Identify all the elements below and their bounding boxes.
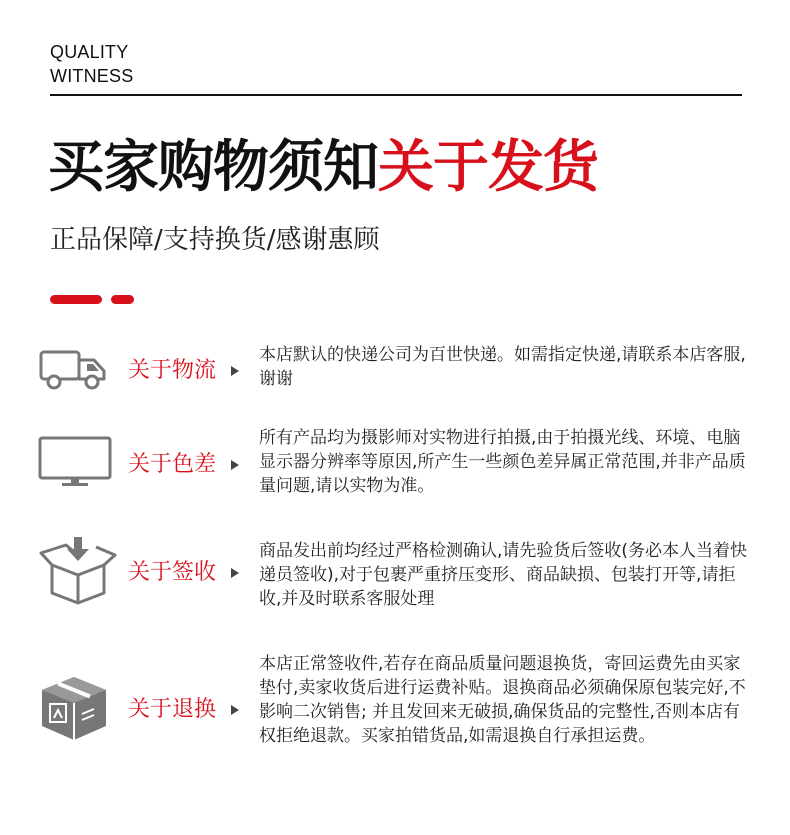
monitor-icon <box>38 436 112 492</box>
open-box-icon <box>38 535 118 609</box>
header-divider <box>50 94 742 96</box>
brand-line-1: QUALITY <box>50 42 129 62</box>
package-icon <box>38 674 110 748</box>
brand-line-2: WITNESS <box>50 66 134 86</box>
notice-text: 所有产品均为摄影师对实物进行拍摄,由于拍摄光线、环境、电脑显示器分辨率等原因,所产生一些颜色差异属正常范围,并非产品质量问题,请以实物为准。 <box>259 428 746 496</box>
page-title-highlight: 关于发货 <box>378 135 598 200</box>
page-title-main: 买家购物须知 <box>48 135 378 200</box>
notice-label: 关于色差 <box>128 452 217 477</box>
accent-bar-short <box>111 295 134 304</box>
notice-text: 本店正常签收件,若存在商品质量问题退换货，寄回运费先由买家垫付,卖家收货后进行运费补贴。退换商品必须确保原包装完好,不影响二次销售; 并且发回来无破损,确保货品的完整性,否则本店有权拒绝退款。买家拍错货品,如需退换自行承担运费。 <box>259 654 746 746</box>
triangle-right-icon <box>231 705 239 715</box>
notice-label: 关于物流 <box>128 358 217 383</box>
notice-label: 关于签收 <box>128 560 217 585</box>
brand-logo <box>50 40 133 88</box>
notice-text: 商品发出前均经过严格检测确认,请先验货后签收(务必本人当着快递员签收),对于包裹严重挤压变形、商品缺损、包装打开等,请拒收,并及时联系客服处理 <box>259 541 748 609</box>
truck-icon <box>38 344 110 396</box>
triangle-right-icon <box>231 460 239 470</box>
page-subtitle: 正品保障/支持换货/感谢惠顾 <box>50 225 380 255</box>
accent-bar-long <box>50 295 102 304</box>
notice-label: 关于退换 <box>128 697 217 722</box>
page-title <box>48 132 598 204</box>
triangle-right-icon <box>231 568 239 578</box>
triangle-right-icon <box>231 366 239 376</box>
notice-text: 本店默认的快递公司为百世快递。如需指定快递,请联系本店客服,谢谢 <box>259 345 746 389</box>
